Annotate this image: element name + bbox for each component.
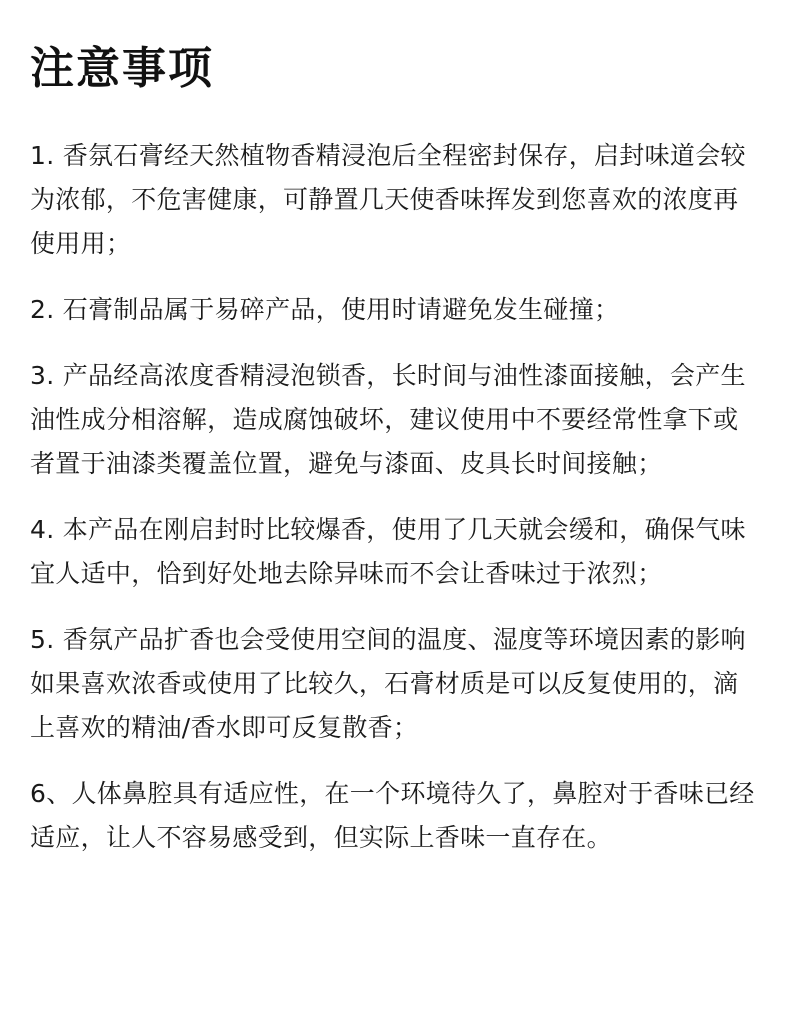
note-item-6: 6、人体鼻腔具有适应性，在一个环境待久了，鼻腔对于香味已经适应，让人不容易感受到，但实际上香味一直存在。 — [30, 779, 755, 852]
note-item-2: 2. 石膏制品属于易碎产品，使用时请避免发生碰撞； — [30, 295, 620, 324]
notes-list — [30, 134, 762, 882]
page-title: 注意事项 — [30, 43, 214, 94]
note-item-1: 1. 香氛石膏经天然植物香精浸泡后全程密封保存，启封味道会较为浓郁，不危害健康，可静置几天使香味挥发到您喜欢的浓度再使用用； — [30, 141, 746, 258]
note-item-4: 4. 本产品在刚启封时比较爆香，使用了几天就会缓和，确保气味宜人适中，恰到好处地去除异味而不会让香味过于浓烈； — [30, 515, 746, 588]
note-item-5: 5. 香氛产品扩香也会受使用空间的温度、湿度等环境因素的影响如果喜欢浓香或使用了比较久，石膏材质是可以反复使用的，滴上喜欢的精油/香水即可反复散香； — [30, 625, 746, 742]
note-item-3: 3. 产品经高浓度香精浸泡锁香，长时间与油性漆面接触，会产生油性成分相溶解，造成腐蚀破坏，建议使用中不要经常性拿下或者置于油漆类覆盖位置，避免与漆面、皮具长时间接触； — [30, 361, 746, 478]
